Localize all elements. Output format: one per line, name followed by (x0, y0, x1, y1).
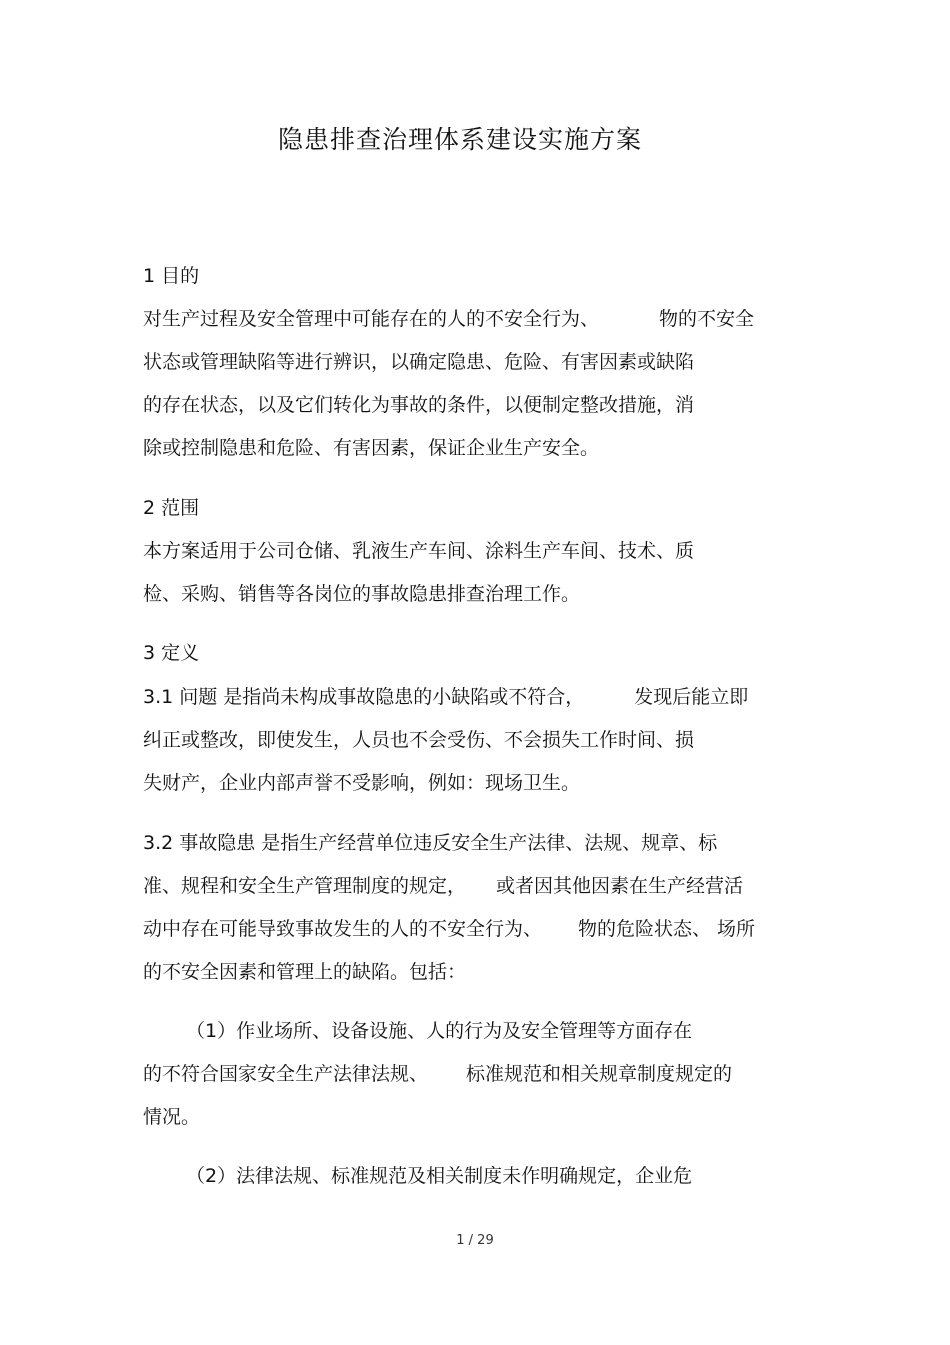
item-1-line-3: 情况。 (143, 1106, 201, 1128)
item-1-line-1: （1）作业场所、设备设施、人的行为及安全管理等方面存在 (186, 1020, 693, 1042)
page-indicator: 1 / 29 (456, 1233, 494, 1248)
purpose-line-3: 的存在状态，以及它们转化为事故的条件，以便制定整改措施，消 (143, 394, 695, 416)
definition-3-2-line-2 (143, 872, 743, 900)
definition-3-2-line-3b: 物的危险状态、 场所 (578, 918, 756, 940)
definition-3-1-line-3: 失财产，企业内部声誉不受影响，例如：现场卫生。 (143, 772, 581, 794)
definition-3-1-line-1a: 3.1 问题 是指尚未构成事故隐患的小缺陷或不符合， (143, 686, 585, 708)
item-1-line-2b: 标准规范和相关规章制度规定的 (466, 1063, 733, 1085)
definition-3-2-line-2b: 或者因其他因素在生产经营活 (496, 875, 744, 897)
definition-3-1-line-1 (143, 683, 748, 711)
purpose-line-1b: 物的不安全 (659, 308, 755, 330)
section-heading-purpose: 1 目的 (143, 265, 200, 287)
section-heading-definitions: 3 定义 (143, 642, 200, 664)
scope-line-1: 本方案适用于公司仓储、乳液生产车间、涂料生产车间、技术、质 (143, 540, 695, 562)
definition-3-1-line-1b: 发现后能立即 (634, 686, 749, 708)
item-1-line-2 (143, 1060, 732, 1088)
scope-line-2: 检、采购、销售等各岗位的事故隐患排查治理工作。 (143, 583, 581, 605)
definition-3-2-line-1: 3.2 事故隐患 是指生产经营单位违反安全生产法律、法规、规章、标 (143, 832, 718, 854)
purpose-line-4: 除或控制隐患和危险、有害因素，保证企业生产安全。 (143, 437, 600, 459)
definition-3-2-line-3 (143, 915, 755, 943)
purpose-line-1 (143, 305, 754, 333)
section-heading-scope: 2 范围 (143, 497, 200, 519)
definition-3-2-line-2a: 准、规程和安全生产管理制度的规定， (143, 875, 467, 897)
purpose-line-2: 状态或管理缺陷等进行辨识，以确定隐患、危险、有害因素或缺陷 (143, 351, 695, 373)
definition-3-2-line-3a: 动中存在可能导致事故发生的人的不安全行为、 (143, 918, 543, 940)
definition-3-2-line-4: 的不安全因素和管理上的缺陷。包括： (143, 961, 467, 983)
item-2-line-1: （2）法律法规、标准规范及相关制度未作明确规定，企业危 (186, 1165, 693, 1187)
definition-3-1-line-2: 纠正或整改，即使发生，人员也不会受伤、不会损失工作时间、损 (143, 729, 695, 751)
item-1-line-2a: 的不符合国家安全生产法律法规、 (143, 1063, 429, 1085)
purpose-line-1a: 对生产过程及安全管理中可能存在的人的不安全行为、 (143, 308, 600, 330)
document-title: 隐患排查治理体系建设实施方案 (277, 125, 642, 154)
